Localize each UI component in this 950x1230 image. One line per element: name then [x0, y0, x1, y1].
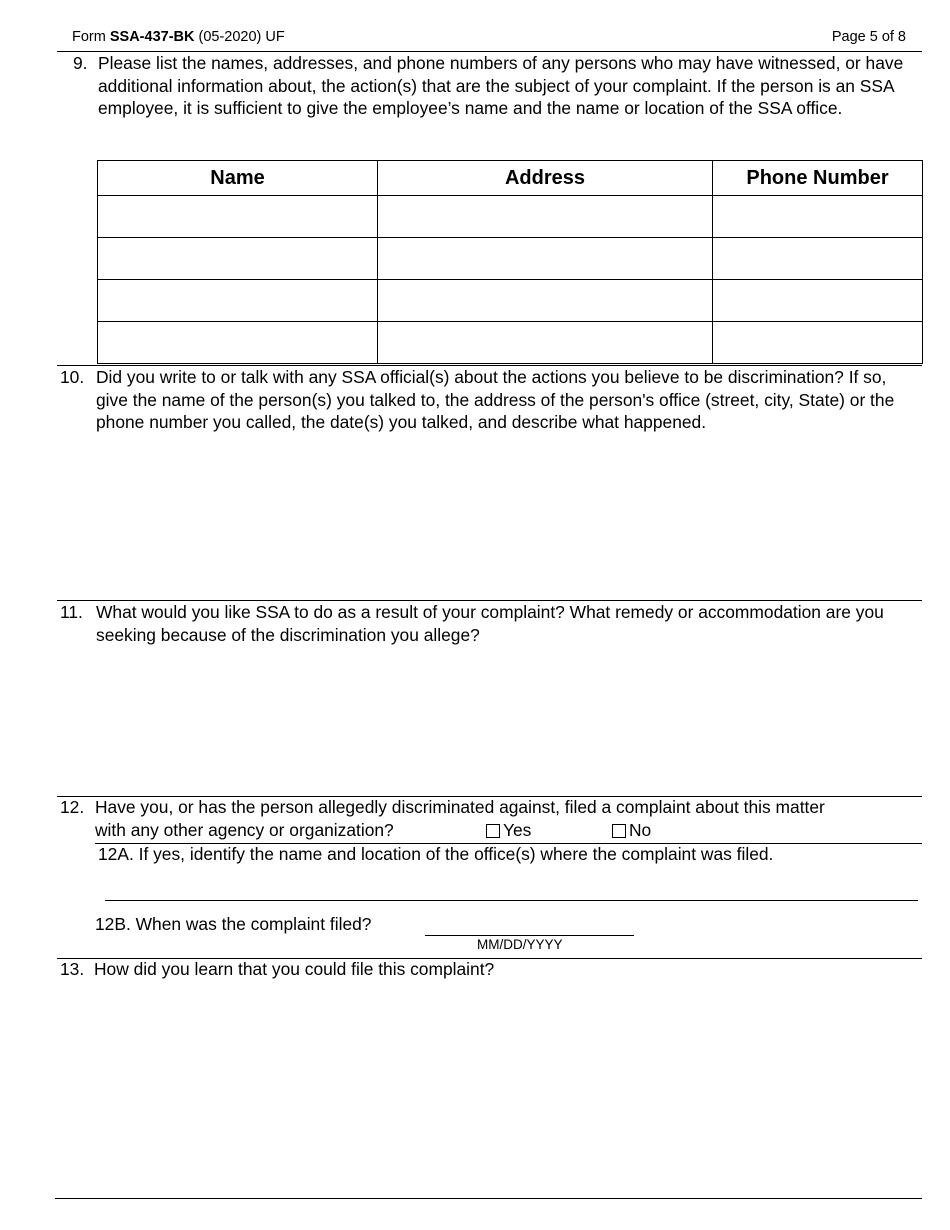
witness-address-field[interactable]	[378, 238, 713, 280]
witness-name-field[interactable]	[98, 196, 378, 238]
yes-option[interactable]	[486, 819, 531, 842]
form-identifier	[72, 29, 285, 45]
q10-answer-area[interactable]	[96, 440, 922, 590]
witness-name-field[interactable]	[98, 238, 378, 280]
witness-phone-field[interactable]	[713, 280, 923, 322]
no-label: No	[629, 820, 652, 840]
q13-number: 13.	[60, 959, 85, 979]
form-revision: (05-2020) UF	[194, 29, 285, 45]
witness-name-field[interactable]	[98, 280, 378, 322]
witness-phone-field[interactable]	[713, 196, 923, 238]
column-header-address: Address	[378, 161, 713, 196]
witness-phone-field[interactable]	[713, 238, 923, 280]
table-row	[98, 196, 923, 238]
yes-label: Yes	[503, 820, 532, 840]
q11-number: 11.	[60, 602, 83, 622]
witness-phone-field[interactable]	[713, 322, 923, 364]
table-row	[98, 238, 923, 280]
witness-table-header	[98, 161, 923, 196]
q12-text-line1: Have you, or has the person allegedly discriminated against, filed a complaint about this matter	[95, 797, 825, 817]
witness-table	[97, 160, 923, 364]
yes-checkbox[interactable]	[486, 824, 500, 838]
no-checkbox[interactable]	[612, 824, 626, 838]
column-header-name: Name	[98, 161, 378, 196]
q12-text-line2: with any other agency or organization?	[95, 820, 394, 840]
q12-number: 12.	[60, 797, 85, 817]
bottom-rule	[55, 1198, 922, 1199]
q10-text: Did you write to or talk with any SSA official(s) about the actions you believe to be discrimination? If so, give the name of the person(s) you talked to, the address of the person's office (street, city, State) or the phone number you called, the date(s) you talked, and describe what happened.	[96, 367, 895, 432]
q9-text: Please list the names, addresses, and phone numbers of any persons who may have witnessed, or have additional information about, the action(s) that are the subject of your complaint. If the person is an SSA employee, it is sufficient to give the employee’s name and the name or location of the SSA office.	[98, 53, 904, 118]
date-format-hint: MM/DD/YYYY	[477, 937, 563, 952]
witness-address-field[interactable]	[378, 322, 713, 364]
q13-answer-area[interactable]	[94, 990, 922, 1190]
no-option[interactable]	[612, 819, 651, 842]
witness-address-field[interactable]	[378, 280, 713, 322]
q11-text: What would you like SSA to do as a result of your complaint? What remedy or accommodation are you seeking because of the discrimination you allege?	[96, 602, 884, 645]
q9-number: 9.	[73, 53, 88, 73]
q12b-text: 12B. When was the complaint filed?	[95, 914, 372, 934]
form-code: SSA-437-BK	[109, 29, 195, 45]
q10-number: 10.	[60, 367, 85, 387]
column-header-phone: Phone Number	[713, 161, 923, 196]
witness-name-field[interactable]	[98, 322, 378, 364]
witness-address-field[interactable]	[378, 196, 713, 238]
form-prefix: Form	[72, 29, 110, 45]
page-number: Page 5 of 8	[831, 29, 906, 45]
table-row	[98, 322, 923, 364]
q12b-date-field[interactable]	[425, 910, 634, 936]
q11-answer-area[interactable]	[96, 655, 922, 785]
q12a-text: 12A. If yes, identify the name and location of the office(s) where the complaint was filed.	[98, 844, 774, 864]
q12a-answer-line[interactable]	[105, 872, 918, 901]
table-row	[98, 280, 923, 322]
q13-text: How did you learn that you could file this complaint?	[94, 959, 495, 979]
